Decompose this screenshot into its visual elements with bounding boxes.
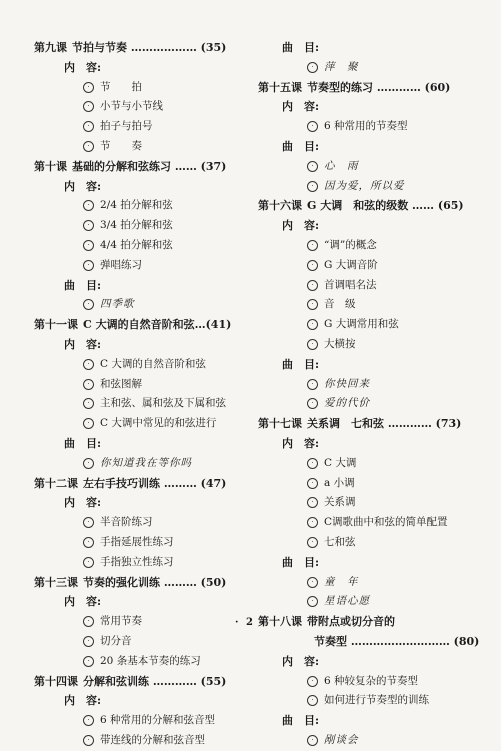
- circle-bullet-icon: ·: [307, 695, 318, 706]
- item-text: 萍 聚: [324, 60, 359, 73]
- toc-left-column: [34, 38, 254, 751]
- lesson-heading: [34, 315, 254, 335]
- content-item: [34, 632, 254, 652]
- item-text: 6 种常用的分解和弦音型: [100, 714, 216, 727]
- item-text: 4/4 拍分解和弦: [100, 238, 173, 251]
- circle-bullet-icon: ·: [307, 62, 318, 73]
- section-label: 内 容:: [64, 337, 102, 351]
- content-item: [258, 117, 490, 137]
- section-label: 曲 目:: [64, 436, 102, 450]
- item-text: 带连线的分解和弦音型: [100, 733, 205, 746]
- circle-bullet-icon: ·: [83, 537, 94, 548]
- item-text: 拍子与拍号: [100, 120, 153, 133]
- content-item: [258, 276, 490, 296]
- section-label: 曲 目:: [64, 278, 102, 292]
- section-label: 曲 目:: [282, 41, 320, 54]
- circle-bullet-icon: ·: [83, 458, 94, 469]
- circle-bullet-icon: ·: [83, 299, 94, 310]
- section-label: 内 容:: [64, 179, 102, 193]
- content-item: [34, 216, 254, 236]
- lesson-number: 第十三课: [34, 575, 78, 589]
- circle-bullet-icon: ·: [307, 161, 318, 172]
- item-text: 半音阶练习: [100, 516, 153, 529]
- item-text: 6 种较复杂的节奏型: [324, 674, 419, 687]
- circle-bullet-icon: ·: [83, 260, 94, 271]
- section-label: 内 容:: [64, 595, 102, 609]
- lesson-title: 关系调 七和弦 ………… (73): [307, 417, 462, 431]
- item-text: G 大调音阶: [324, 258, 378, 271]
- circle-bullet-icon: ·: [307, 537, 318, 548]
- circle-bullet-icon: ·: [83, 359, 94, 370]
- content-item: [34, 355, 254, 375]
- item-text: 爱的代价: [324, 397, 370, 410]
- lesson-title: 分解和弦训练 ………… (55): [83, 674, 227, 688]
- content-item: [34, 711, 254, 731]
- item-text: 童 年: [324, 575, 359, 588]
- circle-bullet-icon: ·: [83, 200, 94, 211]
- circle-bullet-icon: ·: [307, 181, 318, 192]
- content-item: [34, 375, 254, 395]
- lesson-title: 左右手技巧训练 ……… (47): [83, 476, 227, 490]
- lesson-number: 第十五课: [258, 80, 302, 94]
- section-label: 曲 目:: [282, 714, 320, 728]
- content-item: [34, 394, 254, 414]
- lesson-heading: [258, 414, 490, 434]
- section-label: 内 容:: [64, 694, 102, 708]
- content-item: [34, 117, 254, 137]
- circle-bullet-icon: ·: [307, 379, 318, 390]
- content-item: [258, 335, 490, 355]
- section-label: 曲 目:: [282, 555, 320, 569]
- lesson-heading: [258, 78, 490, 98]
- lesson-heading: [34, 157, 254, 177]
- lesson-heading: [34, 573, 254, 593]
- circle-bullet-icon: ·: [83, 101, 94, 112]
- circle-bullet-icon: ·: [307, 299, 318, 310]
- item-text: C 大调的自然音阶和弦: [100, 357, 206, 370]
- circle-bullet-icon: ·: [83, 715, 94, 726]
- lesson-title: 节奏的强化训练 ……… (50): [83, 575, 227, 589]
- lesson-title: 节奏型的练习 ………… (60): [307, 80, 451, 94]
- circle-bullet-icon: ·: [83, 636, 94, 647]
- content-item: [258, 315, 490, 335]
- item-text: 剐谈会: [324, 733, 359, 746]
- song-item: [258, 592, 490, 612]
- item-text: 音 级: [324, 298, 356, 311]
- item-text: 切分音: [100, 634, 132, 647]
- song-item: [34, 295, 254, 315]
- content-item: [258, 672, 490, 692]
- lesson-heading: [34, 672, 254, 692]
- lesson-number: 第十课: [34, 159, 67, 173]
- circle-bullet-icon: ·: [307, 577, 318, 588]
- content-item: [34, 533, 254, 553]
- item-text: C调歌曲中和弦的简单配置: [324, 516, 448, 529]
- content-item: [34, 553, 254, 573]
- circle-bullet-icon: ·: [307, 260, 318, 271]
- lesson-heading: [258, 196, 490, 216]
- item-text: 七和弦: [324, 535, 356, 548]
- section-label: 内 容:: [64, 60, 102, 74]
- content-item: [34, 414, 254, 434]
- lesson-title: G 大调 和弦的级数 …… (65): [307, 199, 464, 213]
- item-text: 弹唱练习: [100, 258, 142, 271]
- item-text: 节 奏: [100, 139, 142, 152]
- item-text: 手指延展性练习: [100, 535, 174, 548]
- content-item: [34, 137, 254, 157]
- item-text: 节 拍: [100, 80, 142, 93]
- circle-bullet-icon: ·: [83, 616, 94, 627]
- content-item: [258, 474, 490, 494]
- circle-bullet-icon: ·: [307, 497, 318, 508]
- content-item: [34, 196, 254, 216]
- song-item: [258, 58, 490, 78]
- circle-bullet-icon: ·: [307, 280, 318, 291]
- lesson-number: 第十七课: [258, 417, 302, 431]
- content-item: [34, 731, 254, 751]
- item-text: 6 种常用的节奏型: [324, 120, 408, 133]
- toc-right-column: [258, 38, 490, 751]
- content-item: [258, 513, 490, 533]
- item-text: G 大调常用和弦: [324, 318, 399, 331]
- section-label: 内 容:: [282, 654, 320, 668]
- lesson-number: 第十六课: [258, 199, 302, 213]
- content-item: [34, 97, 254, 117]
- content-item: [258, 493, 490, 513]
- song-item: [258, 573, 490, 593]
- circle-bullet-icon: ·: [307, 339, 318, 350]
- circle-bullet-icon: ·: [307, 319, 318, 330]
- song-item: [258, 177, 490, 197]
- song-item: [258, 157, 490, 177]
- content-item: [34, 256, 254, 276]
- item-text: 心 雨: [324, 159, 359, 172]
- circle-bullet-icon: ·: [83, 240, 94, 251]
- item-text: 首调唱名法: [324, 278, 377, 291]
- content-item: [34, 652, 254, 672]
- circle-bullet-icon: ·: [83, 398, 94, 409]
- item-text: C 大调: [324, 456, 357, 469]
- lesson-title: C 大调的自然音阶和弦…(41): [83, 318, 232, 332]
- lesson-number: 第十八课: [258, 615, 302, 629]
- song-item: [258, 375, 490, 395]
- item-text: 四季歌: [100, 298, 135, 311]
- circle-bullet-icon: ·: [83, 656, 94, 667]
- item-text: 3/4 拍分解和弦: [100, 219, 173, 232]
- lesson-title: 基础的分解和弦练习 …… (37): [72, 159, 227, 173]
- item-text: 2/4 拍分解和弦: [100, 199, 173, 212]
- circle-bullet-icon: ·: [83, 121, 94, 132]
- circle-bullet-icon: ·: [83, 418, 94, 429]
- song-item: [258, 394, 490, 414]
- item-text: 手指独立性练习: [100, 555, 174, 568]
- item-text: 你知道我在等你吗: [100, 456, 192, 469]
- item-text: 20 条基本节奏的练习: [100, 654, 201, 667]
- circle-bullet-icon: ·: [83, 379, 94, 390]
- circle-bullet-icon: ·: [83, 141, 94, 152]
- page-number: · 2 ·: [235, 617, 266, 628]
- circle-bullet-icon: ·: [307, 398, 318, 409]
- item-text: 常用节奏: [100, 615, 142, 628]
- lesson-number: 第十一课: [34, 318, 78, 332]
- item-text: 关系调: [324, 496, 356, 509]
- circle-bullet-icon: ·: [307, 458, 318, 469]
- lesson-title: 节拍与节奏 ……………… (35): [72, 41, 227, 54]
- content-item: [258, 691, 490, 711]
- circle-bullet-icon: ·: [83, 220, 94, 231]
- content-item: [34, 513, 254, 533]
- circle-bullet-icon: ·: [307, 596, 318, 607]
- circle-bullet-icon: ·: [307, 240, 318, 251]
- content-item: [258, 533, 490, 553]
- song-item: [258, 731, 490, 751]
- content-item: [258, 454, 490, 474]
- section-label: 曲 目:: [282, 139, 320, 153]
- circle-bullet-icon: ·: [307, 121, 318, 132]
- section-label: 内 容:: [282, 219, 320, 233]
- item-text: C 大调中常见的和弦进行: [100, 417, 217, 430]
- lesson-number: 第十二课: [34, 476, 78, 490]
- content-item: [258, 295, 490, 315]
- item-text: 小节与小节线: [100, 100, 163, 113]
- lesson-heading: [34, 38, 254, 58]
- circle-bullet-icon: ·: [83, 517, 94, 528]
- item-text: 和弦图解: [100, 377, 142, 390]
- circle-bullet-icon: ·: [307, 478, 318, 489]
- section-label: 曲 目:: [282, 357, 320, 371]
- circle-bullet-icon: ·: [83, 557, 94, 568]
- item-text: 星语心愿: [324, 595, 370, 608]
- content-item: [258, 236, 490, 256]
- circle-bullet-icon: ·: [83, 82, 94, 93]
- song-item: [34, 454, 254, 474]
- lesson-number: 第十四课: [34, 674, 78, 688]
- item-text: 因为爱，所以爱: [324, 179, 405, 192]
- item-text: 你快回来: [324, 377, 370, 390]
- item-text: 大横按: [324, 337, 356, 350]
- item-text: a 小调: [324, 476, 355, 489]
- lesson-title: 带附点或切分音的: [307, 615, 395, 629]
- lesson-title-continued: 节奏型 ……………………… (80): [314, 634, 480, 648]
- lesson-heading: [34, 474, 254, 494]
- lesson-number: 第九课: [34, 41, 67, 54]
- item-text: 如何进行节奏型的训练: [324, 694, 429, 707]
- content-item: [258, 256, 490, 276]
- item-text: 主和弦、属和弦及下属和弦: [100, 397, 226, 410]
- circle-bullet-icon: ·: [83, 735, 94, 746]
- content-item: [34, 236, 254, 256]
- circle-bullet-icon: ·: [307, 735, 318, 746]
- section-label: 内 容:: [282, 436, 320, 450]
- section-label: 内 容:: [282, 100, 320, 114]
- content-item: [34, 78, 254, 98]
- circle-bullet-icon: ·: [307, 676, 318, 687]
- section-label: 内 容:: [64, 496, 102, 510]
- circle-bullet-icon: ·: [307, 517, 318, 528]
- item-text: “调”的概念: [324, 238, 377, 251]
